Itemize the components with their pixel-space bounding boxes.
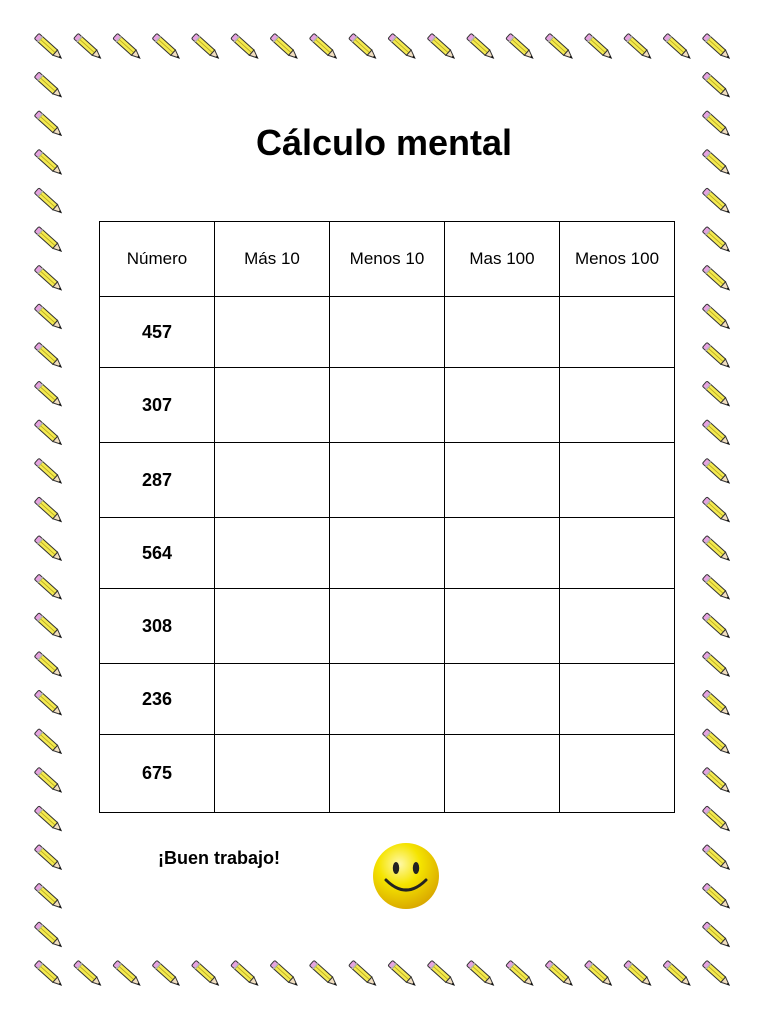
- answer-cell-mas-10[interactable]: [215, 297, 330, 368]
- number-cell: 675: [100, 735, 215, 813]
- pencil-icon: [702, 420, 732, 448]
- pencil-icon: [584, 33, 614, 61]
- pencil-icon: [34, 729, 64, 757]
- column-header-menos-100: Menos 100: [560, 222, 675, 297]
- pencil-icon: [34, 883, 64, 911]
- answer-cell-mas-100[interactable]: [445, 518, 560, 589]
- pencil-icon: [702, 651, 732, 679]
- table-row: [100, 589, 675, 664]
- pencil-icon: [702, 381, 732, 409]
- answer-cell-menos-10[interactable]: [330, 664, 445, 735]
- pencil-icon: [34, 574, 64, 602]
- pencil-icon: [74, 33, 104, 61]
- pencil-icon: [34, 497, 64, 525]
- column-header-mas-100: Mas 100: [445, 222, 560, 297]
- pencil-icon: [34, 304, 64, 332]
- table-row: [100, 297, 675, 368]
- pencil-icon: [309, 960, 339, 988]
- pencil-icon: [34, 922, 64, 950]
- column-header-menos-10: Menos 10: [330, 222, 445, 297]
- pencil-icon: [349, 33, 379, 61]
- pencil-icon: [467, 960, 497, 988]
- pencil-icon: [702, 960, 732, 988]
- pencil-icon: [34, 806, 64, 834]
- pencil-icon: [506, 33, 536, 61]
- pencil-icon: [624, 960, 654, 988]
- pencil-icon: [34, 960, 64, 988]
- pencil-icon: [34, 651, 64, 679]
- pencil-icon: [702, 690, 732, 718]
- answer-cell-mas-100[interactable]: [445, 589, 560, 664]
- pencil-icon: [113, 960, 143, 988]
- pencil-icon: [545, 960, 575, 988]
- pencil-icon: [152, 960, 182, 988]
- answer-cell-menos-100[interactable]: [560, 735, 675, 813]
- pencil-icon: [270, 33, 300, 61]
- pencil-icon: [702, 883, 732, 911]
- column-header-mas-10: Más 10: [215, 222, 330, 297]
- pencil-icon: [270, 960, 300, 988]
- pencil-icon: [702, 342, 732, 370]
- answer-cell-menos-100[interactable]: [560, 664, 675, 735]
- pencil-icon: [702, 226, 732, 254]
- page-title: Cálculo mental: [255, 122, 513, 163]
- pencil-icon: [702, 767, 732, 795]
- table-row: [100, 735, 675, 813]
- pencil-icon: [427, 960, 457, 988]
- answer-cell-mas-100[interactable]: [445, 368, 560, 443]
- number-cell: 236: [100, 664, 215, 735]
- table-row: [100, 368, 675, 443]
- pencil-icon: [427, 33, 457, 61]
- pencil-icon: [545, 33, 575, 61]
- answer-cell-menos-10[interactable]: [330, 297, 445, 368]
- pencil-icon: [309, 33, 339, 61]
- pencil-icon: [702, 265, 732, 293]
- pencil-icon: [74, 960, 104, 988]
- pencil-icon: [388, 33, 418, 61]
- answer-cell-mas-100[interactable]: [445, 735, 560, 813]
- pencil-icon: [702, 497, 732, 525]
- pencil-icon: [34, 535, 64, 563]
- pencil-icon: [113, 33, 143, 61]
- answer-cell-mas-100[interactable]: [445, 664, 560, 735]
- answer-cell-menos-10[interactable]: [330, 443, 445, 518]
- table-row: [100, 664, 675, 735]
- answer-cell-menos-10[interactable]: [330, 518, 445, 589]
- pencil-icon: [388, 960, 418, 988]
- answer-cell-menos-100[interactable]: [560, 589, 675, 664]
- answer-cell-menos-100[interactable]: [560, 518, 675, 589]
- pencil-icon: [702, 535, 732, 563]
- pencil-icon: [231, 960, 261, 988]
- answer-cell-mas-10[interactable]: [215, 518, 330, 589]
- pencil-icon: [702, 806, 732, 834]
- answer-cell-mas-100[interactable]: [445, 443, 560, 518]
- column-header-numero: Número: [100, 222, 215, 297]
- pencil-icon: [663, 960, 693, 988]
- pencil-icon: [702, 33, 732, 61]
- answer-cell-mas-10[interactable]: [215, 735, 330, 813]
- pencil-icon: [702, 574, 732, 602]
- table-row: [100, 443, 675, 518]
- number-cell: 308: [100, 589, 215, 664]
- answer-cell-mas-100[interactable]: [445, 297, 560, 368]
- pencil-icon: [467, 33, 497, 61]
- table-header-row: [100, 222, 675, 297]
- pencil-icon: [34, 188, 64, 216]
- pencil-icon: [702, 72, 732, 100]
- answer-cell-menos-100[interactable]: [560, 443, 675, 518]
- pencil-icon: [34, 72, 64, 100]
- pencil-icon: [34, 381, 64, 409]
- pencil-icon: [34, 226, 64, 254]
- pencil-icon: [702, 188, 732, 216]
- answer-cell-menos-100[interactable]: [560, 368, 675, 443]
- answer-cell-menos-10[interactable]: [330, 589, 445, 664]
- mental-math-table: [99, 221, 675, 813]
- pencil-icon: [34, 458, 64, 486]
- pencil-icon: [152, 33, 182, 61]
- answer-cell-mas-10[interactable]: [215, 664, 330, 735]
- pencil-icon: [34, 420, 64, 448]
- pencil-icon: [34, 33, 64, 61]
- pencil-icon: [231, 33, 261, 61]
- answer-cell-menos-100[interactable]: [560, 297, 675, 368]
- pencil-icon: [702, 613, 732, 641]
- pencil-icon: [584, 960, 614, 988]
- number-cell: 457: [100, 297, 215, 368]
- answer-cell-mas-10[interactable]: [215, 443, 330, 518]
- pencil-icon: [34, 690, 64, 718]
- pencil-icon: [191, 960, 221, 988]
- table-row: [100, 518, 675, 589]
- pencil-icon: [349, 960, 379, 988]
- pencil-icon: [624, 33, 654, 61]
- pencil-icon: [34, 613, 64, 641]
- pencil-icon: [34, 844, 64, 872]
- praise-text: ¡Buen trabajo!: [158, 848, 281, 868]
- answer-cell-mas-10[interactable]: [215, 368, 330, 443]
- answer-cell-menos-10[interactable]: [330, 368, 445, 443]
- pencil-icon: [702, 458, 732, 486]
- pencil-icon: [191, 33, 221, 61]
- pencil-icon: [702, 729, 732, 757]
- answer-cell-menos-10[interactable]: [330, 735, 445, 813]
- number-cell: 287: [100, 443, 215, 518]
- pencil-icon: [663, 33, 693, 61]
- pencil-icon: [34, 265, 64, 293]
- smiley-face-icon: [370, 840, 442, 912]
- pencil-icon: [702, 844, 732, 872]
- number-cell: 307: [100, 368, 215, 443]
- pencil-icon: [702, 304, 732, 332]
- pencil-icon: [34, 342, 64, 370]
- number-cell: 564: [100, 518, 215, 589]
- answer-cell-mas-10[interactable]: [215, 589, 330, 664]
- pencil-icon: [34, 767, 64, 795]
- pencil-icon: [702, 922, 732, 950]
- pencil-icon: [506, 960, 536, 988]
